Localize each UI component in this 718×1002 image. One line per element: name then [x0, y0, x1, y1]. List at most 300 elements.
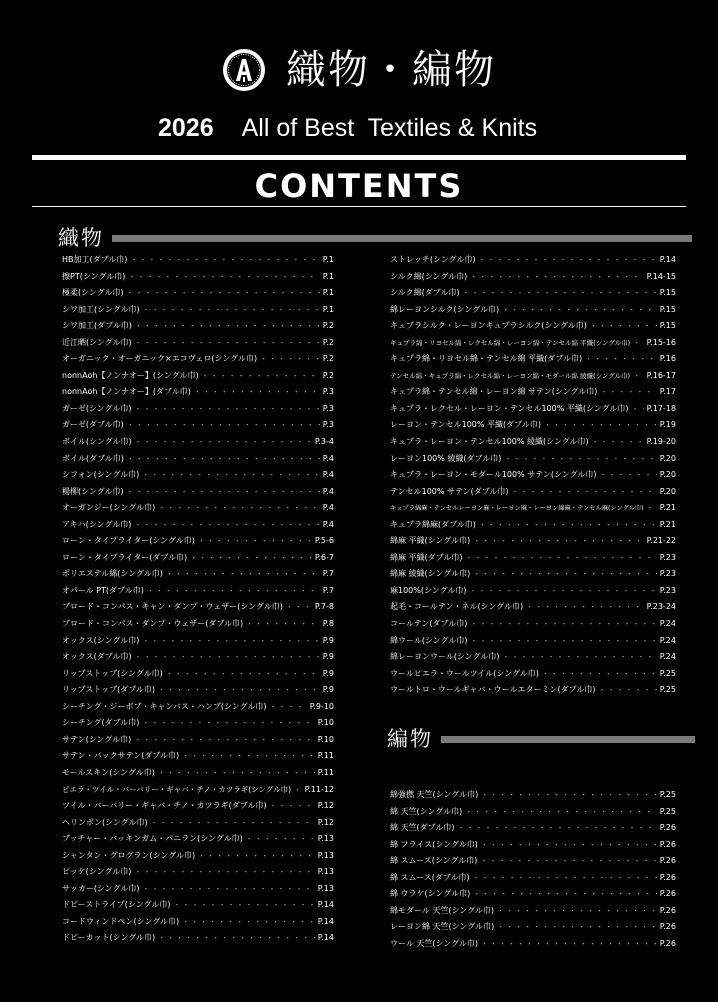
toc-entry-name: オーガンジー(シングル巾)	[62, 503, 156, 513]
toc-entry-name: ローン・タイプライター(ダブル巾)	[62, 552, 188, 562]
toc-leader-dots	[633, 368, 644, 385]
toc-entry-page: P.2	[322, 354, 334, 364]
toc-entry-page: P.23	[659, 585, 676, 595]
toc-leader-dots	[158, 765, 315, 782]
toc-entry-name: 綿麻 平織(シングル巾)	[390, 536, 471, 546]
toc-leader-dots	[598, 682, 656, 699]
toc-entry	[62, 897, 334, 914]
toc-entry	[390, 318, 676, 335]
toc-entry-page: P.9-10	[309, 701, 334, 711]
toc-entry-page: P.11-12	[304, 784, 334, 794]
toc-entry-name: コードウィンドペン(シングル巾)	[62, 916, 180, 926]
toc-entry	[62, 930, 334, 947]
section-header-orimono	[58, 226, 692, 250]
toc-entry-page: P.4	[322, 486, 334, 496]
section-label-amimono: 編物	[387, 727, 433, 751]
toc-entry	[62, 666, 334, 683]
toc-leader-dots	[592, 434, 644, 451]
toc-entry	[62, 500, 334, 517]
seal-emblem-icon	[222, 48, 266, 92]
toc-entry-name: 楊柳(シングル巾)	[62, 486, 124, 496]
toc-leader-dots	[502, 649, 656, 666]
toc-leader-dots	[182, 914, 315, 931]
toc-entry-page: P.25	[659, 806, 676, 816]
toc-entry-page: P.9	[322, 635, 334, 645]
toc-entry	[390, 384, 676, 401]
toc-entry-page: P.2	[322, 337, 334, 347]
toc-entry	[390, 633, 676, 650]
toc-entry-page: P.13	[317, 883, 334, 893]
toc-leader-dots	[182, 748, 315, 765]
toc-entry-page: P.7	[322, 585, 334, 595]
toc-leader-dots	[542, 666, 657, 683]
toc-entry	[390, 870, 676, 887]
toc-entry-name: ブッチャー・バッキンガム・パニラン(シングル巾)	[62, 834, 243, 844]
toc-left-column	[62, 252, 334, 947]
toc-entry	[390, 434, 676, 451]
toc-entry-name: キュプラ綿麻(ダブル巾)	[390, 519, 476, 529]
toc-entry	[62, 848, 334, 865]
toc-entry-page: P.21-22	[646, 536, 676, 546]
toc-leader-dots	[135, 649, 320, 666]
toc-entry	[62, 682, 334, 699]
toc-leader-dots	[465, 804, 657, 821]
toc-leader-dots	[465, 550, 656, 567]
toc-entry-page: P.9	[322, 668, 334, 678]
toc-entry	[62, 798, 334, 815]
toc-entry-page: P.10	[317, 734, 334, 744]
toc-entry-page: P.25	[659, 790, 676, 799]
toc-entry	[62, 914, 334, 931]
toc-entry-name: キュプラ綿・リヨセル綿・テンセル綿 平織(ダブル巾)	[390, 354, 583, 364]
toc-entry-page: P.9	[322, 685, 334, 695]
toc-entry-name: ヘリンボン(シングル巾)	[62, 817, 148, 827]
toc-leader-dots	[473, 566, 657, 583]
toc-entry	[62, 467, 334, 484]
toc-leader-dots	[544, 417, 657, 434]
toc-entry-name: ピッケ(シングル巾)	[62, 867, 132, 877]
toc-entry-page: P.26	[659, 922, 676, 932]
toc-entry	[390, 417, 676, 434]
toc-leader-dots	[502, 302, 657, 319]
toc-entry-page: P.24	[659, 635, 676, 645]
toc-entry-page: P.26	[659, 889, 676, 899]
toc-entry-name: シーチング(ダブル巾)	[62, 718, 140, 728]
toc-entry	[62, 368, 334, 385]
toc-entry-page: P.16	[659, 354, 676, 364]
toc-entry-name: ドビーストライプ(シングル巾)	[62, 900, 171, 910]
toc-entry-page: P.1	[322, 304, 334, 314]
toc-entry	[62, 269, 334, 286]
toc-entry	[390, 533, 676, 550]
toc-entry-name: シーチング・ジーボブ・キャンバス・ハンプ(シングル巾)	[62, 701, 267, 711]
toc-entry-name: キュプラ・レーヨン・モダール100% サテン(シングル巾)	[390, 470, 597, 480]
toc-entry-page: P.24	[659, 652, 676, 662]
toc-entry	[62, 434, 334, 451]
toc-entry-name: レーヨン綿 天竺(シングル巾)	[390, 922, 495, 932]
toc-entry-name: キュプラ綿・テンセル綿・レーヨン綿 サテン(シングル巾)	[390, 387, 598, 397]
toc-entry-page: P.6-7	[314, 552, 334, 562]
toc-entry-name: サテン・バックサテン(ダブル巾)	[62, 751, 180, 761]
section-bar-orimono	[112, 235, 692, 242]
toc-entry-page: P.25	[659, 685, 676, 695]
toc-entry	[390, 467, 676, 484]
toc-entry-name: 綿 スムース(シングル巾)	[390, 856, 478, 866]
toc-entry-name: ウール 天竺(シングル巾)	[390, 938, 479, 948]
toc-entry-name: ボイル(シングル巾)	[62, 437, 132, 447]
toc-entry	[390, 451, 676, 468]
toc-leader-dots	[470, 633, 656, 650]
toc-entry-page: P.16-17	[646, 370, 676, 380]
toc-entry-name: 起毛・コールテン・ネル(シングル巾)	[390, 602, 524, 612]
toc-entry-page: P.13	[317, 834, 334, 844]
contents-title: CONTENTS	[254, 167, 464, 205]
toc-entry-name: 綿麻 綾織(シングル巾)	[390, 569, 471, 579]
toc-entry	[62, 550, 334, 567]
toc-entry-page: P.3	[322, 420, 334, 430]
toc-entry-page: P.14	[317, 900, 334, 910]
header-subtitle-text: All of Best Textiles & Knits	[241, 114, 538, 142]
toc-entry-name: 綿 フライス(シングル巾)	[390, 839, 478, 849]
toc-leader-dots	[127, 451, 320, 468]
toc-entry	[390, 583, 676, 600]
toc-entry-page: P.4	[322, 470, 334, 480]
toc-leader-dots	[473, 870, 657, 887]
toc-entry-name: リップストップ(シングル巾)	[62, 668, 163, 678]
toc-entry-page: P.8	[322, 619, 334, 629]
toc-leader-dots	[142, 633, 319, 650]
toc-entry-name: キュプラシルク・レーヨンキュプラシルク(シングル巾)	[390, 321, 587, 331]
toc-leader-dots	[190, 550, 312, 567]
toc-entry-name: 綿レーヨンシルク(シングル巾)	[390, 304, 500, 314]
toc-leader-dots	[497, 903, 657, 920]
toc-entry	[390, 252, 676, 269]
toc-entry	[390, 500, 676, 517]
toc-entry	[62, 616, 334, 633]
toc-entry-page: P.9	[322, 652, 334, 662]
toc-leader-dots	[128, 269, 319, 286]
toc-entry-name: 綿 天竺(シングル巾)	[390, 806, 463, 816]
toc-entry-name: ストレッチ(シングル巾)	[390, 255, 476, 264]
toc-entry-name: ガーゼ(ダブル巾)	[62, 420, 124, 430]
toc-entry-page: P.2	[322, 321, 334, 331]
toc-entry-page: P.20	[659, 453, 676, 463]
toc-entry-name: キュプラ綿・リヨセル綿・レクセル綿・レーヨン綿・テンセル綿 平織(シングル巾)	[390, 338, 631, 347]
toc-entry	[62, 384, 334, 401]
toc-entry	[62, 252, 334, 269]
toc-entry-page: P.26	[659, 872, 676, 882]
toc-entry-page: P.15	[659, 304, 676, 314]
toc-leader-dots	[526, 599, 644, 616]
toc-leader-dots	[473, 886, 657, 903]
toc-leader-dots	[600, 467, 657, 484]
toc-entry-name: オパール PT(ダブル巾)	[62, 585, 144, 595]
toc-entry	[390, 936, 676, 953]
toc-entry	[390, 820, 676, 837]
header-subtitle	[158, 112, 537, 144]
toc-entry-name: 綿麻 平織(ダブル巾)	[390, 552, 463, 562]
toc-leader-dots	[590, 318, 657, 335]
toc-leader-dots	[246, 616, 320, 633]
toc-entry	[390, 649, 676, 666]
toc-entry-page: P.2	[322, 370, 334, 380]
toc-entry	[62, 864, 334, 881]
toc-entry-page: P.19-20	[646, 437, 676, 447]
toc-entry	[62, 732, 334, 749]
toc-leader-dots	[470, 583, 657, 600]
toc-leader-dots	[134, 401, 319, 418]
toc-entry	[390, 368, 676, 385]
toc-leader-dots	[286, 599, 312, 616]
toc-entry	[62, 831, 334, 848]
toc-leader-dots	[135, 335, 320, 352]
toc-leader-dots	[194, 384, 320, 401]
toc-entry	[390, 787, 676, 804]
toc-entry-page: P.26	[659, 905, 676, 915]
toc-entry-name: サッカー(シングル巾)	[62, 883, 140, 893]
toc-entry-name: テンセル綿・キュプラ綿・レクセル綿・レーヨン綿・モダール綿 綾織(シングル巾)	[390, 371, 631, 380]
toc-entry-page: P.14	[317, 933, 334, 943]
toc-entry	[390, 269, 676, 286]
toc-entry-name: 綿レーヨンウール(シングル巾)	[390, 652, 500, 662]
toc-leader-dots	[481, 787, 657, 804]
toc-leader-dots	[585, 351, 657, 368]
toc-entry-name: オックス(ダブル巾)	[62, 652, 132, 662]
toc-entry	[390, 517, 676, 534]
toc-entry	[390, 616, 676, 633]
toc-leader-dots	[512, 484, 657, 501]
toc-entry-name: シャンタン・グログラン(シングル巾)	[62, 850, 196, 860]
toc-entry-name: シルク綿(シングル巾)	[390, 271, 468, 281]
toc-entry-name: キュプラ・レーヨン・テンセル100% 綾織(シングル巾)	[390, 437, 589, 447]
toc-leader-dots	[600, 384, 656, 401]
toc-entry-name: コールテン(ダブル巾)	[390, 619, 468, 629]
toc-leader-dots	[135, 318, 320, 335]
toc-entry-name: 綿ウール(シングル巾)	[390, 635, 468, 645]
toc-entry-name: ブロード・コンパス・ダンプ・ウェザー(ダブル巾)	[62, 619, 244, 629]
toc-entry	[390, 484, 676, 501]
toc-entry-name: ローン・タイプライター(シングル巾)	[62, 536, 195, 546]
toc-entry-name: アキハ(シングル巾)	[62, 519, 132, 529]
toc-entry-name: ブロード・コンパス・キャン・ダンプ・ウェザー(シングル巾)	[62, 602, 283, 612]
toc-entry-page: P.25	[659, 668, 676, 678]
toc-entry	[62, 285, 334, 302]
section-label-orimono: 織物	[58, 226, 104, 250]
toc-entry	[62, 715, 334, 732]
toc-entry-page: P.21	[659, 503, 676, 513]
toc-entry-page: P.14-15	[646, 271, 676, 281]
toc-entry	[62, 599, 334, 616]
toc-entry-name: シワ加工(ダブル巾)	[62, 321, 132, 331]
toc-leader-dots	[142, 715, 314, 732]
header-rule-thick	[32, 155, 686, 160]
toc-entry-name: モールスキン(シングル巾)	[62, 767, 155, 777]
toc-entry	[390, 886, 676, 903]
toc-entry-page: P.21	[659, 519, 676, 529]
toc-entry	[390, 682, 676, 699]
toc-entry-name: 極柔(シングル巾)	[62, 288, 124, 298]
toc-leader-dots	[142, 881, 314, 898]
toc-entry-page: P.17-18	[646, 403, 676, 413]
toc-entry	[62, 302, 334, 319]
header-rule-thin	[32, 206, 686, 207]
toc-entry-page: P.1	[322, 271, 334, 281]
toc-leader-dots	[270, 699, 307, 716]
toc-entry	[62, 484, 334, 501]
toc-entry-name: 麻100%(シングル巾)	[390, 585, 467, 595]
toc-leader-dots	[632, 401, 644, 418]
toc-leader-dots	[130, 252, 319, 269]
toc-leader-dots	[260, 351, 320, 368]
toc-leader-dots	[246, 831, 315, 848]
toc-entry-page: P.12	[317, 801, 334, 811]
toc-entry	[62, 533, 334, 550]
toc-entry-page: P.20	[659, 486, 676, 496]
toc-leader-dots	[158, 500, 320, 517]
toc-entry	[390, 335, 676, 352]
toc-entry-page: P.10	[317, 718, 334, 728]
toc-leader-dots	[135, 434, 312, 451]
toc-entry-page: P.13	[317, 867, 334, 877]
toc-entry-name: ツイル・バーバリー・ギャバ・チノ・カツラギ(ダブル巾)	[62, 801, 267, 811]
toc-leader-dots	[142, 467, 320, 484]
toc-entry-name: テンセル100% サテン(ダブル巾)	[390, 486, 509, 496]
toc-entry	[62, 583, 334, 600]
toc-entry	[390, 919, 676, 936]
section-header-amimono	[387, 727, 695, 751]
toc-entry	[390, 401, 676, 418]
toc-entry	[390, 566, 676, 583]
toc-entry-name: シワ加工(シングル巾)	[62, 304, 140, 314]
toc-entry-page: P.14	[317, 916, 334, 926]
toc-leader-dots	[504, 451, 656, 468]
toc-entry	[390, 853, 676, 870]
toc-entry	[62, 815, 334, 832]
toc-entry	[62, 566, 334, 583]
toc-entry-name: 綿強撚 天竺(シングル巾)	[390, 790, 479, 799]
toc-leader-dots	[633, 335, 643, 352]
toc-entry-page: P.23	[659, 552, 676, 562]
toc-entry	[62, 633, 334, 650]
toc-entry-page: P.7-8	[314, 602, 334, 612]
toc-entry	[62, 748, 334, 765]
toc-entry	[390, 666, 676, 683]
toc-entry	[62, 318, 334, 335]
toc-entry	[390, 285, 676, 302]
toc-right-column-amimono	[390, 787, 676, 952]
toc-entry-name: 綿 ウラケ(シングル巾)	[390, 889, 471, 899]
toc-entry	[62, 517, 334, 534]
toc-entry-name: ポリエステル綿(シングル巾)	[62, 569, 163, 579]
toc-entry	[62, 765, 334, 782]
toc-entry-name: 綿 スムース(ダブル巾)	[390, 872, 470, 882]
toc-entry	[62, 335, 334, 352]
toc-leader-dots	[497, 919, 657, 936]
toc-entry	[390, 837, 676, 854]
toc-entry-name: ドビーカット(シングル巾)	[62, 933, 156, 943]
section-bar-amimono	[441, 736, 695, 743]
toc-entry	[390, 804, 676, 821]
toc-leader-dots	[457, 820, 656, 837]
toc-leader-dots	[481, 837, 657, 854]
toc-leader-dots	[294, 782, 302, 799]
toc-entry-page: P.5-6	[314, 536, 334, 546]
toc-leader-dots	[463, 285, 657, 302]
toc-entry-name: HB加工(ダブル巾)	[62, 255, 128, 264]
toc-entry-page: P.3	[322, 387, 334, 397]
toc-entry-page: P.23	[659, 569, 676, 579]
toc-entry-name: サテン(シングル巾)	[62, 734, 132, 744]
toc-leader-dots	[198, 848, 315, 865]
toc-entry-page: P.15-16	[646, 337, 676, 347]
toc-leader-dots	[127, 484, 320, 501]
toc-leader-dots	[480, 853, 656, 870]
toc-entry-page: P.4	[322, 453, 334, 463]
toc-entry	[62, 699, 334, 716]
toc-entry	[62, 782, 334, 799]
toc-entry-name: キュプラ・レクセル・レーヨン・テンセル100% 平織(シングル巾)	[390, 403, 629, 413]
toc-leader-dots	[127, 417, 320, 434]
toc-entry-page: P.17	[659, 387, 676, 397]
toc-entry-page: P.1	[322, 255, 334, 264]
toc-leader-dots	[202, 368, 320, 385]
toc-entry	[390, 903, 676, 920]
toc-entry-page: P.14	[659, 255, 676, 264]
toc-entry-name: オーガニック・オーガニック×エコヴェロ(シングル巾)	[62, 354, 258, 364]
toc-leader-dots	[647, 500, 657, 517]
toc-leader-dots	[470, 269, 643, 286]
toc-leader-dots	[481, 936, 657, 953]
toc-entry	[390, 302, 676, 319]
toc-leader-dots	[166, 666, 320, 683]
toc-leader-dots	[479, 252, 657, 269]
toc-entry-name: nonnAoh【ノンナオー】(ダブル巾)	[62, 387, 191, 397]
header-title-kanji: 織物・編物	[286, 47, 496, 93]
toc-leader-dots	[173, 897, 314, 914]
toc-leader-dots	[470, 616, 656, 633]
toc-entry	[390, 550, 676, 567]
toc-entry	[390, 599, 676, 616]
toc-leader-dots	[134, 864, 314, 881]
toc-entry	[62, 351, 334, 368]
toc-entry-name: ウールトロ・ウールギャバ・ウールエターミン(ダブル巾)	[390, 685, 596, 695]
toc-entry-page: P.23-24	[646, 602, 676, 612]
toc-entry	[62, 649, 334, 666]
toc-entry-page: P.19	[659, 420, 676, 430]
toc-leader-dots	[147, 583, 320, 600]
toc-entry-page: P.1	[322, 288, 334, 298]
toc-entry-name: 擦PT(シングル巾)	[62, 271, 126, 281]
toc-entry-page: P.26	[659, 938, 676, 948]
toc-entry-page: P.7	[322, 569, 334, 579]
toc-entry-name: ピエラ・ツイル・バーバリー・ギャバ・チノ・カツラギ(シングル巾)	[62, 784, 292, 794]
toc-entry-name: 綿モダール 天竺(シングル巾)	[390, 905, 495, 915]
toc-entry-name: レーヨン100% 綾織(ダブル巾)	[390, 453, 502, 463]
toc-right-column-orimono	[390, 252, 676, 699]
toc-leader-dots	[143, 302, 320, 319]
toc-leader-dots	[158, 682, 320, 699]
toc-entry-page: P.26	[659, 839, 676, 849]
toc-entry-name: オックス(シングル巾)	[62, 635, 140, 645]
toc-entry-name: シルク綿(ダブル巾)	[390, 288, 460, 298]
toc-entry-page: P.11	[317, 751, 334, 761]
toc-leader-dots	[479, 517, 657, 534]
toc-entry-page: P.26	[659, 823, 676, 833]
toc-leader-dots	[134, 732, 314, 749]
toc-entry-name: ガーゼ(シングル巾)	[62, 403, 132, 413]
toc-entry-name: 綿 天竺(ダブル巾)	[390, 823, 455, 833]
toc-entry-page: P.20	[659, 470, 676, 480]
